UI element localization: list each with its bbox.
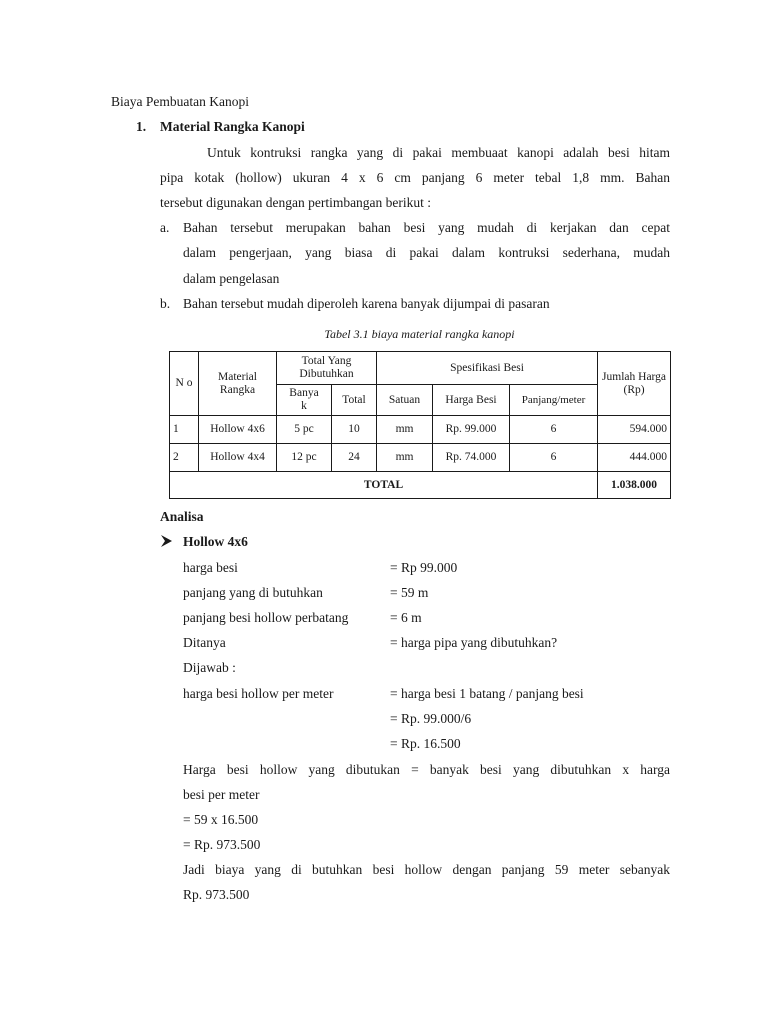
cell-jumlah: 444.000 (598, 444, 671, 472)
total-label: TOTAL (170, 472, 598, 499)
header-no: N o (170, 352, 199, 416)
conclusion-line: Jadi biaya yang di butuhkan besi hollow dengan panjang 59 meter sebanyak (183, 862, 670, 877)
header-total: Total (332, 385, 377, 416)
cell-total: 24 (332, 444, 377, 472)
analysis-value: = 6 m (390, 610, 422, 625)
list-item-line: Bahan tersebut merupakan bahan besi yang mudah di kerjakan dan cepat (183, 220, 670, 235)
cell-material: Hollow 4x4 (199, 444, 277, 472)
table-total-row (170, 472, 671, 499)
total-value: 1.038.000 (598, 472, 671, 499)
doc-heading: Biaya Pembuatan Kanopi (111, 94, 249, 109)
cell-total: 10 (332, 416, 377, 444)
material-cost-table (169, 351, 671, 499)
formula-line: Harga besi hollow yang dibutukan = banyak besi yang dibutuhkan x harga (183, 762, 670, 777)
arrow-icon (160, 534, 173, 552)
analysis-value: = Rp 99.000 (390, 560, 458, 575)
paragraph-line: Untuk kontruksi rangka yang di pakai membuaat kanopi adalah besi hitam (207, 145, 670, 160)
per-meter-line: = harga besi 1 batang / panjang besi (390, 686, 584, 701)
table-row (170, 416, 671, 444)
header-satuan: Satuan (377, 385, 433, 416)
header-total-needed: Total Yang Dibutuhkan (277, 352, 377, 385)
analysis-label: harga besi (183, 560, 238, 575)
analysis-value: = 59 m (390, 585, 429, 600)
analysis-label: panjang yang di butuhkan (183, 585, 323, 600)
analysis-item-title: Hollow 4x6 (183, 534, 248, 549)
cell-harga: Rp. 99.000 (433, 416, 510, 444)
analysis-title: Analisa (160, 509, 204, 524)
cell-satuan: mm (377, 416, 433, 444)
section-title: Material Rangka Kanopi (160, 119, 305, 134)
calc-line: = Rp. 973.500 (183, 837, 261, 852)
conclusion-line: Rp. 973.500 (183, 887, 250, 902)
paragraph-line: pipa kotak (hollow) ukuran 4 x 6 cm panjang 6 meter tebal 1,8 mm. Bahan (160, 170, 670, 185)
header-harga-besi: Harga Besi (433, 385, 510, 416)
table-caption: Tabel 3.1 biaya material rangka kanopi (324, 327, 515, 341)
section-number: 1. (136, 119, 147, 134)
cell-no: 2 (170, 444, 199, 472)
cell-jumlah: 594.000 (598, 416, 671, 444)
per-meter-line: = Rp. 99.000/6 (390, 711, 472, 726)
header-material: Material Rangka (199, 352, 277, 416)
list-item-line: Bahan tersebut mudah diperoleh karena banyak dijumpai di pasaran (183, 296, 550, 311)
list-marker: b. (160, 296, 171, 311)
analysis-label: panjang besi hollow perbatang (183, 610, 349, 625)
header-panjang: Panjang/meter (510, 385, 598, 416)
list-marker: a. (160, 220, 170, 235)
cell-panjang: 6 (510, 444, 598, 472)
table-row (170, 444, 671, 472)
cell-banyak: 5 pc (277, 416, 332, 444)
header-banyak: Banyak (277, 385, 332, 416)
list-item-line: dalam pengerjaan, yang biasa di pakai dalam kontruksi sederhana, mudah (183, 245, 670, 260)
analysis-label: Ditanya (183, 635, 226, 650)
per-meter-label: harga besi hollow per meter (183, 686, 334, 701)
cell-banyak: 12 pc (277, 444, 332, 472)
header-spec: Spesifikasi Besi (377, 352, 598, 385)
header-jumlah: Jumlah Harga (Rp) (598, 352, 671, 416)
analysis-value: = harga pipa yang dibutuhkan? (390, 635, 558, 650)
formula-line: besi per meter (183, 787, 260, 802)
cell-harga: Rp. 74.000 (433, 444, 510, 472)
cell-panjang: 6 (510, 416, 598, 444)
cell-satuan: mm (377, 444, 433, 472)
cell-no: 1 (170, 416, 199, 444)
per-meter-line: = Rp. 16.500 (390, 736, 461, 751)
dijawab-label: Dijawab : (183, 660, 236, 675)
paragraph-line: tersebut digunakan dengan pertimbangan berikut : (160, 195, 432, 210)
cell-material: Hollow 4x6 (199, 416, 277, 444)
calc-line: = 59 x 16.500 (183, 812, 259, 827)
list-item-line: dalam pengelasan (183, 271, 280, 286)
